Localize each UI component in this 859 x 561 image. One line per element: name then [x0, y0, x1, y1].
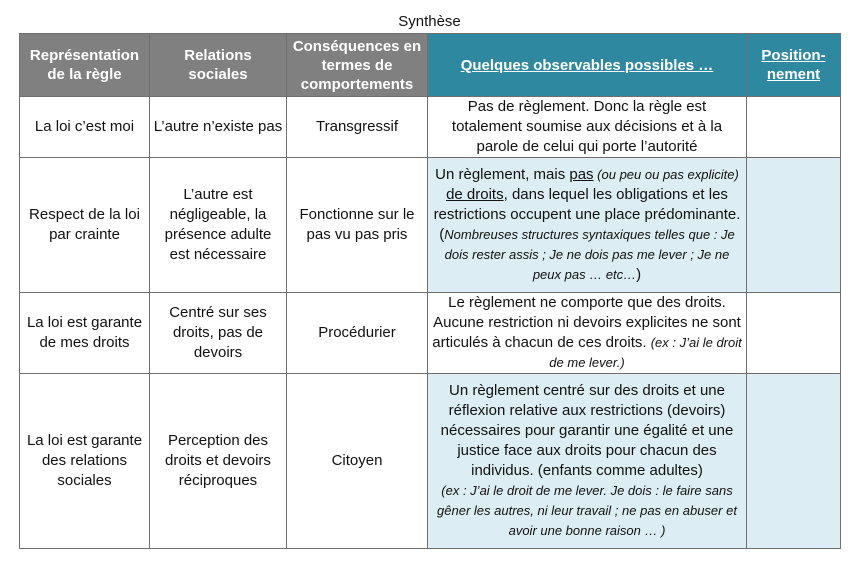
header-positionnement	[747, 34, 841, 97]
obs-underlined: de droits	[446, 186, 504, 203]
obs-italic: (ex : J’ai le droit de me lever.)	[549, 335, 742, 370]
obs-text: Un règlement, mais	[435, 166, 570, 183]
header-consequences: Conséquences en termes de comportements	[287, 34, 428, 97]
cell-positionnement[interactable]	[747, 158, 841, 293]
cell-relations: L’autre n’existe pas	[150, 97, 287, 158]
cell-observables	[428, 158, 747, 293]
cell-relations: Perception des droits et devoirs réciproques	[150, 374, 287, 549]
header-observables-label: Quelques observables possibles …	[460, 56, 714, 74]
header-relations: Relations sociales	[150, 34, 287, 97]
cell-representation: La loi c’est moi	[20, 97, 150, 158]
obs-text: , dans lequel les obligations et les restrictions occupent une place prédominante. (	[433, 186, 741, 243]
obs-text: Un règlement centré sur des droits et une réflexion relative aux restrictions (devoirs) nécessaires pour garantir une égalité et une justice face aux droits pour chacun des individus. (enfants comme adultes)	[440, 382, 734, 479]
cell-representation: La loi est garante des relations sociales	[20, 374, 150, 549]
obs-underlined: pas	[569, 166, 594, 183]
cell-relations: L’autre est négligeable, la présence adulte est nécessaire	[150, 158, 287, 293]
cell-positionnement[interactable]	[747, 374, 841, 549]
cell-relations: Centré sur ses droits, pas de devoirs	[150, 293, 287, 374]
cell-consequences: Procédurier	[287, 293, 428, 374]
cell-representation: Respect de la loi par crainte	[20, 158, 150, 293]
table-header-row	[20, 34, 841, 97]
obs-text: )	[636, 266, 642, 283]
table-row	[20, 293, 841, 374]
table-row	[20, 374, 841, 549]
cell-observables: Pas de règlement. Donc la règle est totalement soumise aux décisions et à la parole de celui qui porte l’autorité	[428, 97, 747, 158]
table-row	[20, 158, 841, 293]
cell-representation: La loi est garante de mes droits	[20, 293, 150, 374]
header-observables	[428, 34, 747, 97]
obs-italic: Nombreuses structures syntaxiques telles que : Je dois rester assis ; Je ne dois pas me lever ; Je ne peux pas … etc…	[444, 227, 735, 282]
table-row	[20, 97, 841, 158]
cell-observables	[428, 374, 747, 549]
header-positionnement-label: Position-nement	[761, 47, 826, 83]
cell-observables	[428, 293, 747, 374]
header-representation: Représentation de la règle	[20, 34, 150, 97]
synthesis-table	[19, 33, 841, 549]
obs-italic: (ou peu ou pas explicite)	[593, 167, 739, 182]
obs-text: Le règlement ne comporte que des droits. Aucune restriction ni devoirs explicites ne sont articulés à chacun de ces droits.	[432, 294, 741, 351]
obs-italic: (ex : J’ai le droit de me lever. Je dois : le faire sans gêner les autres, ni leur travail ; ne pas en abuser et avoir une bonne raison … )	[437, 483, 737, 538]
cell-consequences: Transgressif	[287, 97, 428, 158]
cell-positionnement[interactable]	[747, 97, 841, 158]
cell-consequences: Fonctionne sur le pas vu pas pris	[287, 158, 428, 293]
table-caption: Synthèse	[398, 13, 461, 30]
cell-consequences: Citoyen	[287, 374, 428, 549]
cell-positionnement[interactable]	[747, 293, 841, 374]
